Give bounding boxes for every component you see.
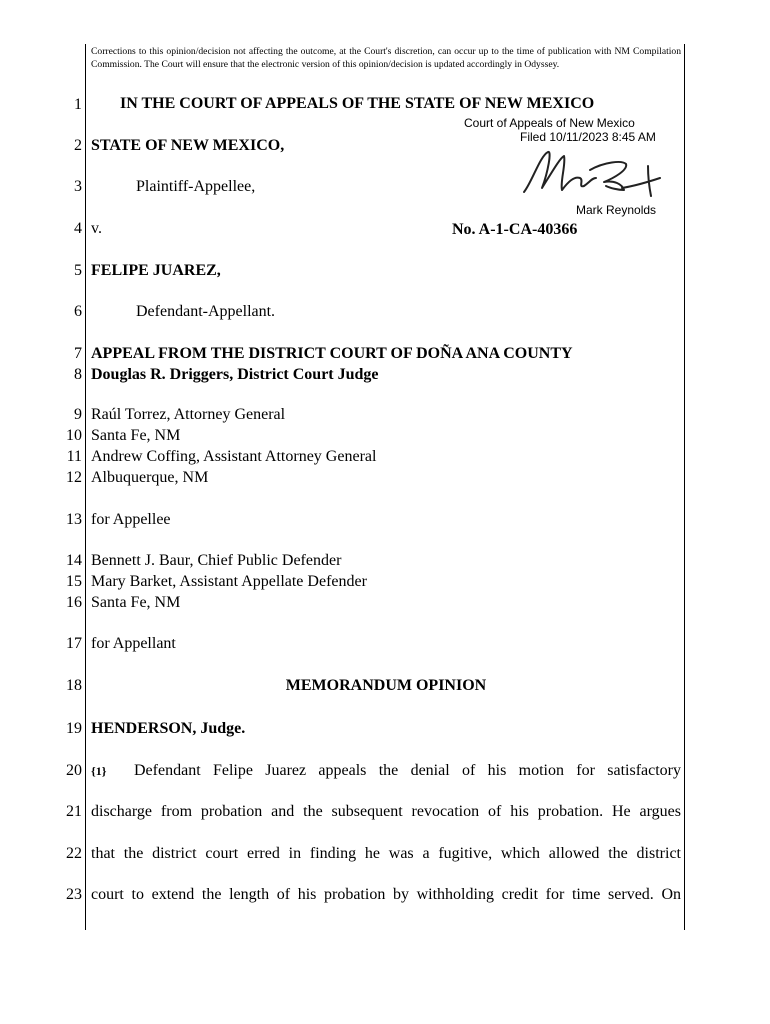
line-number: 15 xyxy=(66,573,82,590)
appellee-counsel-line: Andrew Coffing, Assistant Attorney General xyxy=(91,448,377,465)
line-number: 3 xyxy=(74,178,82,195)
body-line: that the district court erred in finding he was a fugitive, which allowed the district xyxy=(91,845,681,862)
line-number: 4 xyxy=(74,220,82,237)
appellant-counsel-line: Mary Barket, Assistant Appellate Defender xyxy=(91,573,367,590)
case-number: No. A-1-CA-40366 xyxy=(452,221,578,238)
for-appellee: for Appellee xyxy=(91,511,171,528)
line-number: 22 xyxy=(66,845,82,862)
filing-stamp-date: Filed 10/11/2023 8:45 AM xyxy=(520,130,656,144)
line-number: 10 xyxy=(66,427,82,444)
line-number: 14 xyxy=(66,552,82,569)
line-number: 17 xyxy=(66,635,82,652)
right-margin-rule xyxy=(684,44,685,930)
line-number: 9 xyxy=(74,406,82,423)
line-number: 1 xyxy=(74,96,82,113)
left-margin-rule xyxy=(85,44,86,930)
corrections-notice: Corrections to this opinion/decision not affecting the outcome, at the Court's discretion, can occur up to the time of publication with NM Compilation Commission. The Court will ensure that the electronic version of this opinion/decision is updated accordingly in Odyssey. xyxy=(91,46,681,70)
line-number: 18 xyxy=(66,677,82,694)
defendant-role: Defendant-Appellant. xyxy=(136,303,276,320)
signature-image xyxy=(518,142,668,204)
author-judge: HENDERSON, Judge. xyxy=(91,720,246,737)
line-number: 12 xyxy=(66,469,82,486)
appellee-counsel-line: Albuquerque, NM xyxy=(91,469,209,486)
plaintiff-role: Plaintiff-Appellee, xyxy=(136,178,256,195)
line-number: 21 xyxy=(66,803,82,820)
for-appellant: for Appellant xyxy=(91,635,176,652)
defendant-name: FELIPE JUAREZ, xyxy=(91,262,221,279)
filing-stamp-court: Court of Appeals of New Mexico xyxy=(464,116,635,130)
body-line: court to extend the length of his probation by withholding credit for time served. On xyxy=(91,886,681,903)
appellant-counsel-line: Santa Fe, NM xyxy=(91,594,181,611)
appellant-counsel-line: Bennett J. Baur, Chief Public Defender xyxy=(91,552,342,569)
line-number: 13 xyxy=(66,511,82,528)
district-judge: Douglas R. Driggers, District Court Judge xyxy=(91,366,379,383)
appellee-counsel-line: Raúl Torrez, Attorney General xyxy=(91,406,286,423)
paragraph-marker: {1} xyxy=(91,764,107,778)
appeal-from: APPEAL FROM THE DISTRICT COURT OF DOÑA ANA COUNTY xyxy=(91,345,573,362)
signature-name: Mark Reynolds xyxy=(576,203,657,217)
line-number: 8 xyxy=(74,366,82,383)
versus: v. xyxy=(91,220,102,237)
line-number: 11 xyxy=(66,448,82,465)
line-number: 23 xyxy=(66,886,82,903)
line-number: 2 xyxy=(74,137,82,154)
body-line: Defendant Felipe Juarez appeals the denial of his motion for satisfactory xyxy=(134,762,681,779)
appellee-counsel-line: Santa Fe, NM xyxy=(91,427,181,444)
line-number: 16 xyxy=(66,594,82,611)
plaintiff-name: STATE OF NEW MEXICO, xyxy=(91,137,285,154)
body-line: discharge from probation and the subsequent revocation of his probation. He argues xyxy=(91,803,681,820)
court-title: IN THE COURT OF APPEALS OF THE STATE OF NEW MEXICO xyxy=(120,95,595,112)
line-number: 7 xyxy=(74,345,82,362)
line-number: 20 xyxy=(66,762,82,779)
line-number: 19 xyxy=(66,720,82,737)
line-number: 6 xyxy=(74,303,82,320)
opinion-title: MEMORANDUM OPINION xyxy=(285,677,487,694)
line-number: 5 xyxy=(74,262,82,279)
